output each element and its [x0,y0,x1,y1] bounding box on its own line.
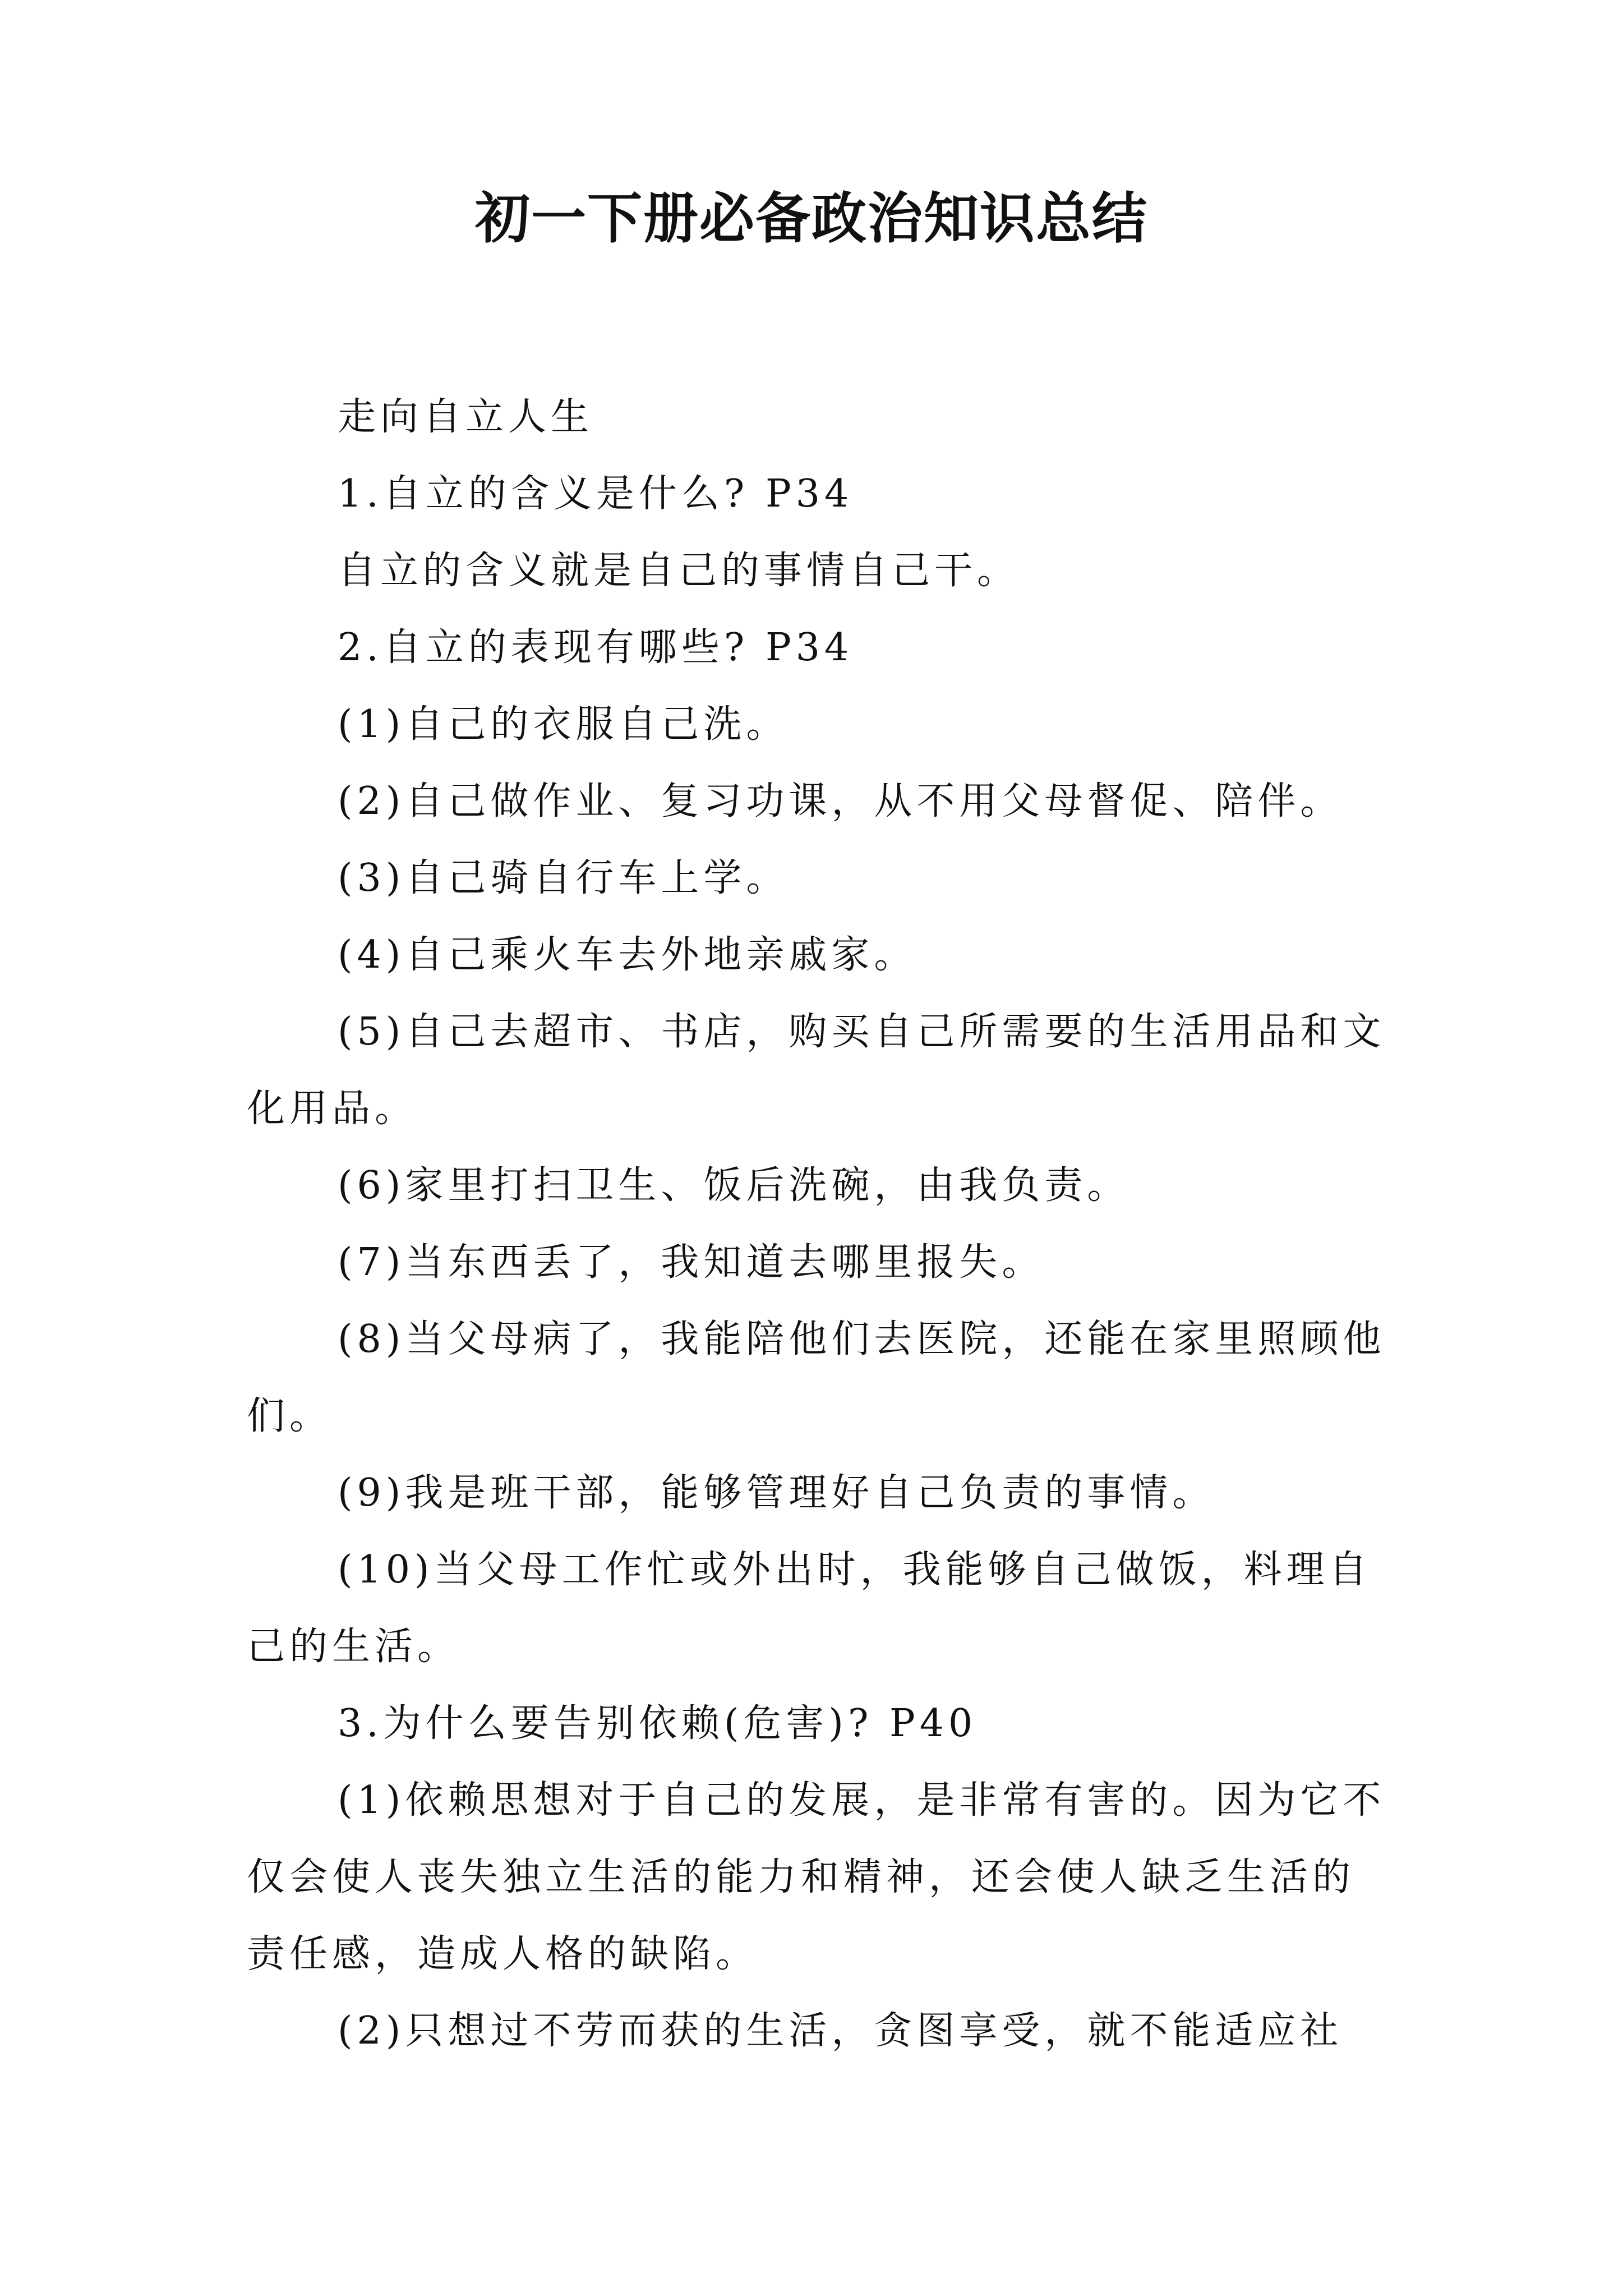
list-item: (2)只想过不劳而获的生活，贪图享受，就不能适应社 [338,2009,1343,2053]
list-item: (4)自己乘火车去外地亲戚家。 [338,933,917,977]
page-title: 初一下册必备政治知识总结 [474,187,1148,251]
question-2: 2.自立的表现有哪些? P34 [338,625,854,670]
list-item: (6)家里打扫卫生、饭后洗碗，由我负责。 [338,1163,1130,1208]
question-3: 3.为什么要告别依赖(危害)? P40 [338,1701,978,1746]
list-item: (2)自己做作业、复习功课，从不用父母督促、陪伴。 [338,779,1343,823]
list-item: (1)依赖思想对于自己的发展，是非常有害的。因为它不仅会使人丧失独立生活的能力和精神，还会使人缺乏生活的责任感，造成人格的缺陷。 [247,1778,1386,1976]
question-1: 1.自立的含义是什么? P34 [338,472,854,516]
list-item: (7)当东西丢了，我知道去哪里报失。 [338,1240,1045,1285]
answer-1: 自立的含义就是自己的事情自己干。 [338,549,1020,593]
list-item: (10)当父母工作忙或外出时，我能够自己做饭，料理自己的生活。 [247,1548,1372,1669]
list-item: (9)我是班干部，能够管理好自己负责的事情。 [338,1471,1215,1515]
document-body [247,379,1391,2069]
list-item: (8)当父母病了，我能陪他们去医院，还能在家里照顾他们。 [247,1317,1386,1438]
list-item: (5)自己去超市、书店，购买自己所需要的生活用品和文化用品。 [247,1010,1386,1131]
list-item: (1)自己的衣服自己洗。 [338,702,789,747]
list-item: (3)自己骑自行车上学。 [338,856,789,900]
section-heading: 走向自立人生 [338,395,594,439]
